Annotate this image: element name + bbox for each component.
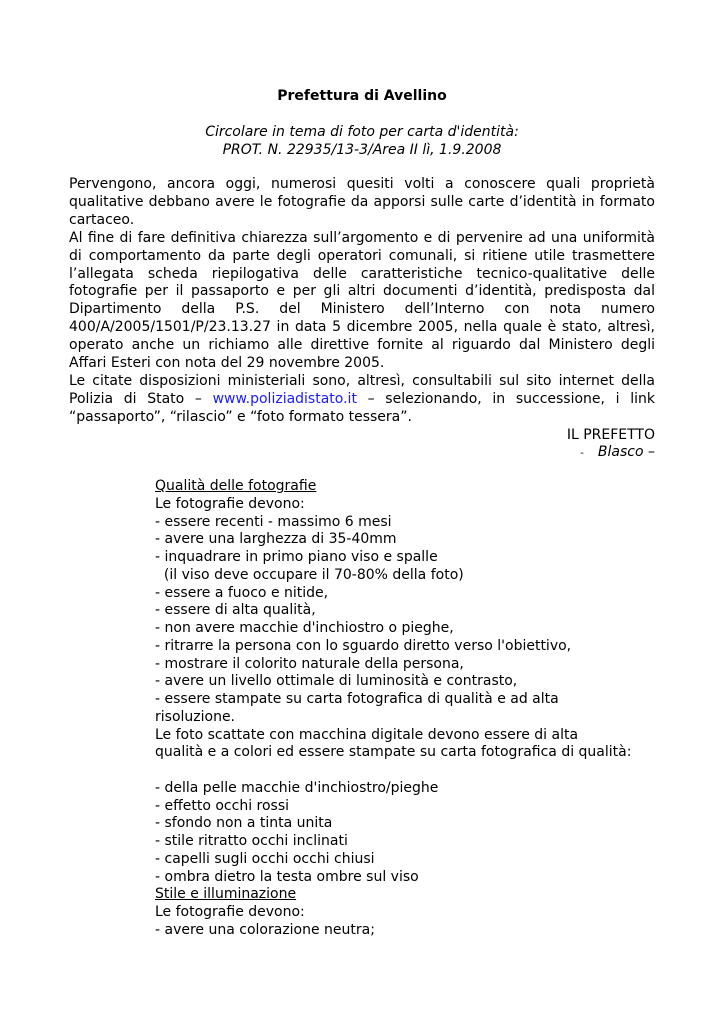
paragraph-3-text-end: – selezionando, in successione, i link “passaporto”, “rilascio” e “foto formato tessera”. <box>69 390 655 425</box>
list-item: - essere a fuoco e nitide, <box>155 584 329 601</box>
photo-requirements <box>155 478 675 940</box>
paragraph-3 <box>69 373 655 427</box>
list-item: - avere una larghezza di 35-40mm <box>155 531 397 548</box>
list-item: risoluzione. <box>155 708 236 725</box>
list-item: - stile ritratto occhi inclinati <box>155 833 348 849</box>
section-heading-style: Stile e illuminazione <box>155 886 297 903</box>
protocol-line: PROT. N. 22935/13-3/Area II lì, 1.9.2008 <box>222 142 502 158</box>
paragraph-3-text: Le citate disposizioni ministeriali sono, altresì, consultabili sul sito internet della Polizia di Stato – <box>69 372 655 407</box>
list-intro: Le fotografie devono: <box>155 495 305 512</box>
signature-dash: - <box>580 448 584 459</box>
list-item: - ritrarre la persona con lo sguardo diretto verso l'obiettivo, <box>155 637 572 654</box>
list-item: - mostrare il colorito naturale della persona, <box>155 655 464 672</box>
body-text <box>69 176 655 427</box>
polizia-link[interactable]: www.poliziadistato.it <box>212 390 357 407</box>
paragraph-1: Pervengono, ancora oggi, numerosi quesiti volti a conoscere quali proprietà qualitative debbano avere le fotografie da apporsi sulle carte d’identità in formato cartaceo. <box>69 176 655 228</box>
signature-name: Blasco – <box>597 444 655 460</box>
circular-subtitle: Circolare in tema di foto per carta d'identità: <box>205 124 519 140</box>
list-item: - avere un livello ottimale di luminosità e contrasto, <box>155 673 518 690</box>
list-item: - capelli sugli occhi occhi chiusi <box>155 850 375 867</box>
list-spacer <box>155 762 675 780</box>
list-item: Le foto scattate con macchina digitale devono essere di alta <box>155 726 579 743</box>
list-item: - essere di alta qualità, <box>155 602 316 619</box>
list-item: - ombra dietro la testa ombre sul viso <box>155 868 419 885</box>
list-item: (il viso deve occupare il 70-80% della foto) <box>155 566 464 583</box>
list-item: - inquadrare in primo piano viso e spalle <box>155 549 438 565</box>
list-item: - avere una colorazione neutra; <box>155 921 375 938</box>
signature-block <box>69 443 655 463</box>
list-item: qualità e a colori ed essere stampate su carta fotografica di qualità: <box>155 744 632 761</box>
document-title: Prefettura di Avellino <box>277 88 447 104</box>
paragraph-2: Al fine di fare definitiva chiarezza sull’argomento e di pervenire ad una uniformità di comportamento da parte degli operatori comunali, si ritiene utile trasmettere l’allegata scheda riepilogativa delle caratteristiche tecnico-qualitative delle fotografie per il passaporto e per gli altri documenti d’identità, predisposta dal Dipartimento della P.S. del Ministero dell’Interno con nota numero 400/A/2005/1501/P/23.13.27 in data 5 dicembre 2005, nella quale è stato, altresì, operato anche un richiamo alle direttive fornite al riguardo dal Ministero degli Affari Esteri con nota del 29 novembre 2005. <box>69 229 655 372</box>
list-item: - sfondo non a tinta unita <box>155 815 333 832</box>
signature-role: IL PREFETTO <box>566 427 655 443</box>
list-intro: Le fotografie devono: <box>155 904 305 920</box>
list-item: - effetto occhi rossi <box>155 797 290 814</box>
list-item: - essere recenti - massimo 6 mesi <box>155 513 392 530</box>
list-item: - della pelle macchie d'inchiostro/pieghe <box>155 779 439 796</box>
list-item: - essere stampate su carta fotografica di qualità e ad alta <box>155 691 559 707</box>
list-item: - non avere macchie d'inchiostro o pieghe, <box>155 620 454 636</box>
section-heading-quality: Qualità delle fotografie <box>155 478 317 494</box>
